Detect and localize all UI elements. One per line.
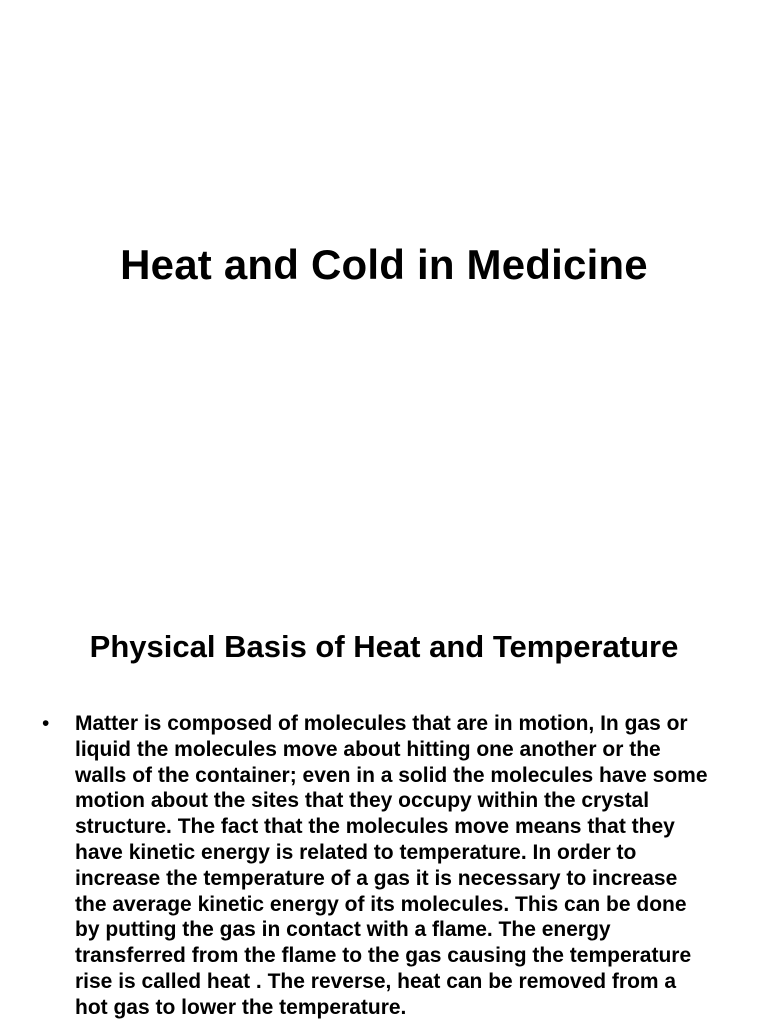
bullet-icon: • (42, 712, 50, 735)
bullet-item (42, 711, 710, 1021)
presentation-title: Heat and Cold in Medicine (120, 241, 648, 288)
bullet-list (42, 711, 710, 1021)
slide-heading: Physical Basis of Heat and Temperature (89, 629, 679, 664)
content-slide (0, 576, 768, 1024)
bullet-text: Matter is composed of molecules that are in motion, In gas or liquid the molecules move about hitting one another or the walls of the container; even in a solid the molecules have some motion about the sites that they occupy within the crystal structure. The fact that the molecules move means that they have kinetic energy is related to temperature. In order to increase the temperature of a gas it is necessary to increase the average kinetic energy of its molecules. This can be done by putting the gas in contact with a flame. The energy transferred from the flame to the gas causing the temperature rise is called heat . The reverse, heat can be removed from a hot gas to lower the temperature. (75, 712, 708, 1019)
